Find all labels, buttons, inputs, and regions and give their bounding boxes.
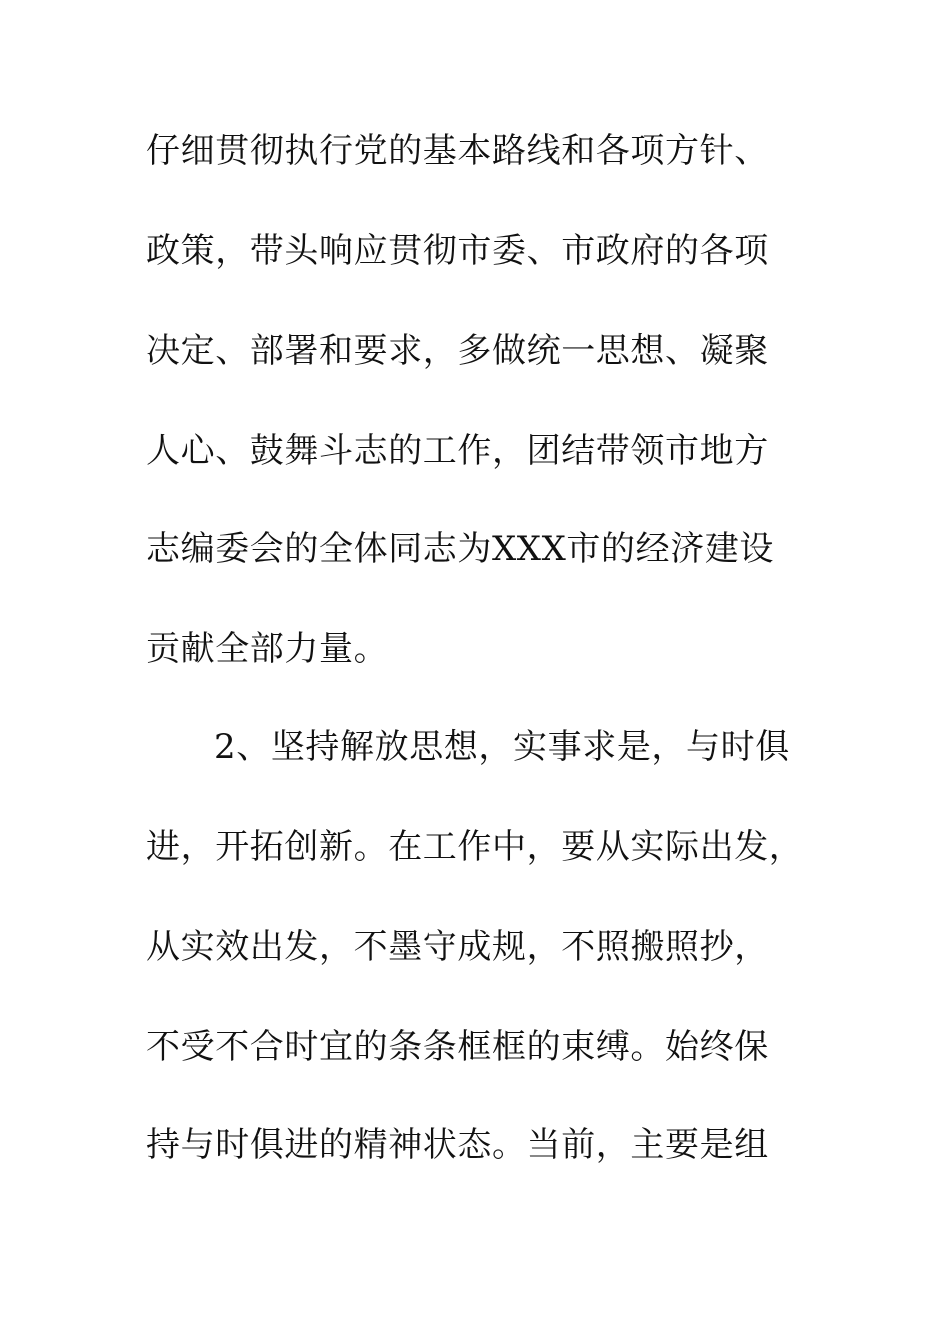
paragraph-line: 进，开拓创新。在工作中，要从实际出发， bbox=[146, 827, 804, 867]
paragraph-line: 不受不合时宜的条条框框的束缚。始终保 bbox=[146, 1027, 769, 1067]
paragraph-line: 政策，带头响应贯彻市委、市政府的各项 bbox=[146, 231, 769, 271]
paragraph-line: 持与时俱进的精神状态。当前，主要是组 bbox=[146, 1125, 769, 1165]
paragraph-line: 人心、鼓舞斗志的工作，团结带领市地方 bbox=[146, 431, 769, 471]
paragraph-line: 贡献全部力量。 bbox=[146, 629, 389, 669]
paragraph-line: 仔细贯彻执行党的基本路线和各项方针、 bbox=[146, 131, 769, 171]
numbered-item-first-line: 2、坚持解放思想，实事求是，与时俱 bbox=[214, 727, 790, 767]
paragraph-line: 决定、部署和要求，多做统一思想、凝聚 bbox=[146, 331, 769, 371]
paragraph-line: 从实效出发，不墨守成规，不照搬照抄， bbox=[146, 927, 769, 967]
paragraph-line: 志编委会的全体同志为XXX市的经济建设 bbox=[146, 529, 775, 569]
